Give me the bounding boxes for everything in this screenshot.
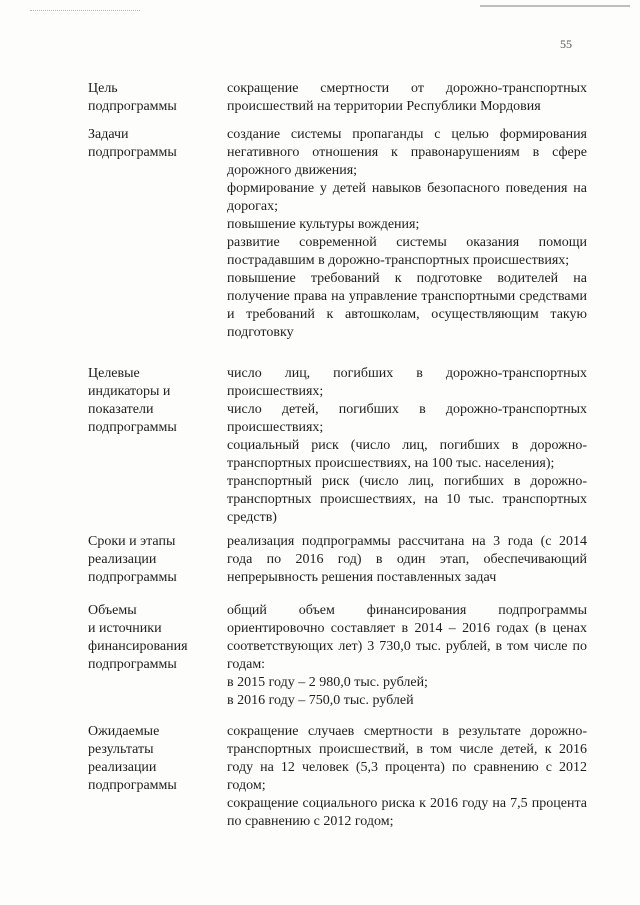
- content-paragraph: формирование у детей навыков безопасного поведения на дорогах;: [227, 181, 587, 214]
- row-content: [227, 365, 587, 527]
- row-label: Объемы и источники финансирования подпрограммы: [88, 603, 188, 672]
- content-paragraph: повышение культуры вождения;: [227, 217, 420, 232]
- content-paragraph: создание системы пропаганды с целью формирования негативного отношения к правонарушениям в сфере дорожного движения;: [227, 127, 587, 178]
- content-paragraph: сокращение социального риска к 2016 году на 7,5 процента по сравнению с 2012 годом;: [227, 796, 587, 829]
- row-content: [227, 80, 587, 116]
- content-paragraph: социальный риск (число лиц, погибших в дорожно-транспортных происшествиях, на 100 тыс. населения);: [227, 438, 587, 471]
- content-paragraph: повышение требований к подготовке водителей на получение права на управление транспортными средствами и требований к автошколам, осуществляющим такую подготовку: [227, 271, 587, 340]
- content-paragraph: число лиц, погибших в дорожно-транспортных происшествиях;: [227, 366, 587, 399]
- content-paragraph: сокращение случаев смертности в результате дорожно-транспортных происшествий, в том числе детей, к 2016 году на 12 человек (5,3 процента) по сравнению с 2012 годом;: [227, 724, 587, 793]
- row-content: [227, 533, 587, 587]
- row-label: Сроки и этапы реализации подпрограммы: [88, 534, 177, 585]
- row-content: [227, 723, 587, 831]
- row-label: Задачи подпрограммы: [88, 127, 177, 160]
- content-paragraph: число детей, погибших в дорожно-транспортных происшествиях;: [227, 402, 587, 435]
- row-label: Целевые индикаторы и показатели подпрограммы: [88, 366, 177, 435]
- content-paragraph: общий объем финансирования подпрограммы ориентировочно составляет в 2014 – 2016 годах (в ценах соответствующих лет) 3 730,0 тыс. рублей, в том числе по годам:: [227, 603, 587, 672]
- content-paragraph: в 2015 году – 2 980,0 тыс. рублей;: [227, 675, 428, 690]
- content-paragraph: сокращение смертности от дорожно-транспортных происшествий на территории Республики Мордовия: [227, 81, 587, 114]
- scan-edge-mark-left: [30, 10, 140, 15]
- row-label: Ожидаемые результаты реализации подпрограммы: [88, 724, 177, 793]
- page-number: 55: [560, 37, 572, 51]
- row-content: [227, 602, 587, 710]
- scan-edge-mark-right: [480, 5, 630, 11]
- row-content: [227, 126, 587, 342]
- content-paragraph: развитие современной системы оказания помощи пострадавшим в дорожно-транспортных происшествиях;: [227, 235, 587, 268]
- row-label: Цель подпрограммы: [88, 81, 177, 114]
- content-paragraph: транспортный риск (число лиц, погибших в дорожно-транспортных происшествиях, на 10 тыс. транспортных средств): [227, 474, 587, 525]
- content-paragraph: реализация подпрограммы рассчитана на 3 года (с 2014 года по 2016 год) в один этап, обеспечивающий непрерывность решения поставленных задач: [227, 534, 587, 585]
- content-paragraph: в 2016 году – 750,0 тыс. рублей: [227, 693, 414, 708]
